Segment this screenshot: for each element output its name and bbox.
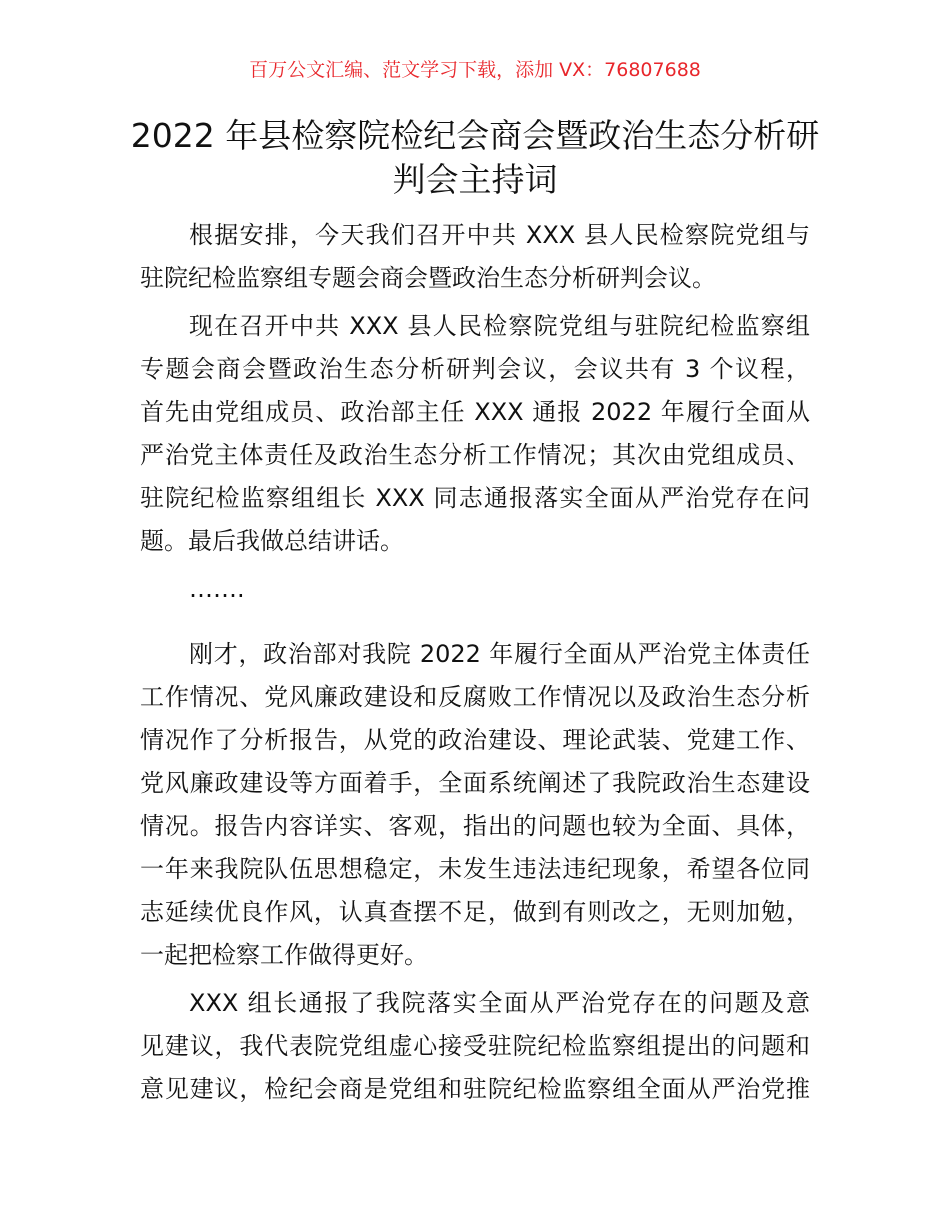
title-line: 2022 年县检察院检纪会商会暨政治生态分析研 (130, 116, 820, 155)
text-line: 刚才，政治部对我院 2022 年履行全面从严治党主体责任 (189, 640, 810, 668)
text-line: 意见建议，检纪会商是党组和驻院纪检监察组全面从严治党推 (140, 1075, 810, 1103)
text-line: 驻院纪检监察组组长 XXX 同志通报落实全面从严治党存在问 (140, 484, 810, 512)
paragraph (140, 214, 810, 300)
text-line: XXX 组长通报了我院落实全面从严治党存在的问题及意 (189, 989, 810, 1017)
text-line: 一年来我院队伍思想稳定，未发生违法违纪现象，希望各位同 (140, 855, 810, 883)
text-line: 志延续优良作风，认真查摆不足，做到有则改之，无则加勉， (140, 898, 810, 926)
text-line: 一起把检察工作做得更好。 (140, 941, 428, 969)
paragraph (140, 633, 810, 977)
text-line: 现在召开中共 XXX 县人民检察院党组与驻院纪检监察组 (189, 312, 810, 340)
text-line: 专题会商会暨政治生态分析研判会议，会议共有 3 个议程， (140, 355, 810, 383)
text-line: 情况作了分析报告，从党的政治建设、理论武装、党建工作、 (140, 726, 810, 754)
document-title (130, 114, 820, 202)
text-line: ……. (189, 575, 245, 603)
document-body (140, 214, 810, 1116)
watermark-header: 百万公文汇编、范文学习下载，添加 VX：76807688 (249, 59, 701, 81)
text-line: 见建议，我代表院党组虚心接受驻院纪检监察组提出的问题和 (140, 1032, 810, 1060)
title-line: 判会主持词 (392, 160, 558, 199)
text-line: 情况。报告内容详实、客观，指出的问题也较为全面、具体， (140, 812, 810, 840)
text-line: 工作情况、党风廉政建设和反腐败工作情况以及政治生态分析 (140, 683, 810, 711)
text-line: 党风廉政建设等方面着手，全面系统阐述了我院政治生态建设 (140, 769, 810, 797)
paragraph (140, 305, 810, 563)
text-line: 题。最后我做总结讲话。 (140, 527, 404, 555)
paragraph-ellipsis (140, 568, 810, 611)
text-line: 首先由党组成员、政治部主任 XXX 通报 2022 年履行全面从 (140, 398, 810, 426)
text-line: 根据安排，今天我们召开中共 XXX 县人民检察院党组与 (189, 221, 810, 249)
text-line: 严治党主体责任及政治生态分析工作情况；其次由党组成员、 (140, 441, 810, 469)
paragraph (140, 982, 810, 1111)
text-line: 驻院纪检监察组专题会商会暨政治生态分析研判会议。 (140, 264, 716, 292)
